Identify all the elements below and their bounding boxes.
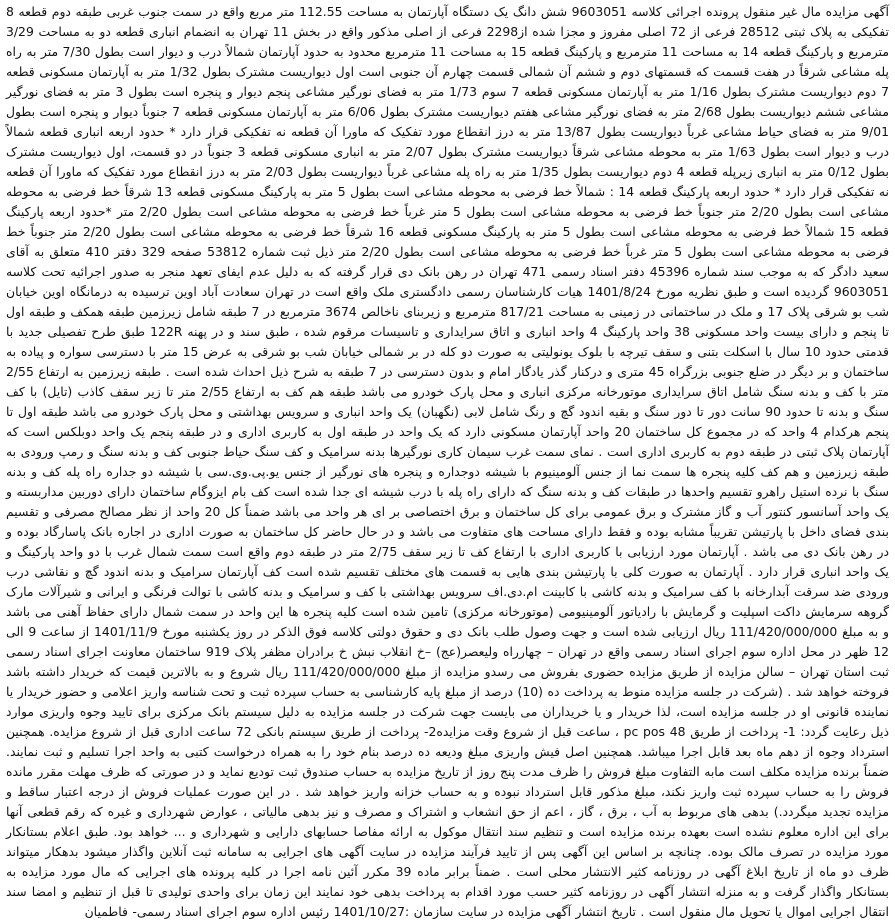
- auction-notice-text: آگهی مزایده مال غیر منقول پرونده اجرائی کلاسه 9603051 شش دانگ یک دستگاه آپارتمان به مساحت 112.55 متر مربع واقع در سمت جنوب غربی طبقه دوم قطعه 8 تفکیکی به پلاک ثبتی 28512 فرعی از 72 اصلی مفروز و مجزا شده از2298 فرعی از اصلی مذکور واقع در بخش 11 تهران به انضمام انباری قطعه دو به مساحت 3/29 مترمربع و پارکینگ قطعه 14 به مساحت 11 مترمربع و پارکینگ قطعه 15 به مساحت 11 مترمربع محدود به حدود آپارتمان شمالاً درب و دیوار است بطول 7/30 متر به راه پله مشاعی شرقاً در هفت قسمت که قسمتهای دوم و ششم آن شمالی قسمت چهارم آن جنوبی است اول دیواریست مشترک بطول 1/32 متر به آپارتمان مسکونی قطعه 7 دوم دیواریست مشترک بطول 1/16 متر به آپارتمان مسکونی قطعه 7 سوم 1/73 متر به فضای نورگیر مشاعی پنجم دیوار و پنجره است بطول 3 متر به فضای نورگیر مشاعی ششم دیواریست بطول 2/68 متر به فضای نورگیر مشاعی هفتم دیواریست مشترک بطول 6/06 متر به آپارتمان مسکونی قطعه 7 جنوباً دیوار و پنجره است بطول 9/01 متر به فضای حیاط مشاعی غرباً دیواریست بطول 13/87 متر به درز انقطاع مورد تفکیک که ماورا آن قطعه نه تفکیکی قرار دارد * حدود اربعه انباری قطعه شمالاً درب و دیوار است بطول 1/63 متر به محوطه مشاعی شرقاً دیواریست مشترک بطول 2/07 متر به انباری مسکونی قطعه 3 جنوباً در دو قسمت، اول دیواریست مشترک بطول 0/12 متر به انباری زیرپله قطعه 4 دوم دیواریست بطول 1/35 متر به راه پله مشاعی غرباً دیواریست بطول 2/03 متر به درز انقطاع مورد تفکیک که ماورا آن قطعه نه تفکیکی قرار دارد * حدود اربعه پارکینگ قطعه 14 : شمالاً خط فرضی به محوطه مشاعی است بطول 5 متر به پارکینگ مسکونی قطعه 13 شرقاً خط فرضی به محوطه مشاعی است بطول 2/20 متر جنوباً خط فرضی به محوطه مشاعی است بطول 5 متر غرباً خط فرضی به محوطه مشاعی است بطول 2/20 متر *حدود اربعه پارکینگ قطعه 15 شمالاً خط فرضی به محوطه مشاعی است بطول 5 متر به پارکینگ مسکونی قطعه 16 شرقاً خط فرضی به محوطه مشاعی است بطول 2/20 متر جنوباً خط فرضی به محوطه مشاعی است بطول 5 متر غرباً خط فرضی به محوطه مشاعی است بطول 2/20 متر ذیل ثبت شماره 53812 صفحه 329 دفتر 410 متعلق به آقای سعید دادگر که به موجب سند شماره 45396 دفتر اسناد رسمی 471 تهران در رهن بانک دی قرار گرفته که به دلیل عدم ایفای تعهد منجر به صدور اجرائیه تحت کلاسه 9603051 گردیده است و طبق نظریه مورخ 1401/8/24 هیات کارشناسان رسمی دادگستری ملک واقع است در تهران سعادت آباد اوین ترسیده به درمانگاه اوین خیابان شب بو شرقی پلاک 17 و ملک در ساختمانی در زمینی به مساحت 817/21 مترمربع و زیربنای ناخالص 3674 مترمربع در 7 طبقه شامل زیرزمین طبقه همکف و طبقه اول تا پنجم و دارای بیست واحد مسکونی 38 واحد پارکینگ 4 واحد انباری و اتاق سرایداری و تاسیسات مرقوم شده ، طبق سند و در پهنه 122R طبق طرح تفصیلی جدید با قدمتی حدود 10 سال با اسکلت بتنی و سقف تیرچه با بلوک یونولیتی به صورت دو کله در بر شمالی خیابان شب بو شرقی به عرض 15 متر با دسترسی سواره و پیاده به ساختمان و بر دیگر در ضلع جنوبی بزرگراه 45 متری و درکنار گذر یادگار امام و بدون دسترسی در 7 طبقه به شرح ذیل احداث شده است . طبقه زیرزمین به ارتفاع 2/55 متر با کف و بدنه سنگ شامل اتاق سرایداری موتورخانه مرکزی انباری و محل پارک خودرو می باشد طبقه هم کف به ارتفاع 2/55 متر تا زیر سقف کاذب (تایل) با کف سنگ و بدنه تا حدود 90 سانت دور تا دور سنگ و بقیه اندود گچ و رنگ شامل لابی (نگهبان) یک واحد انباری و سرویس بهداشتی و محل پارک خودرو می باشد طبقه اول تا پنجم هرکدام 4 واحد که در مجموع کل ساختمان 20 واحد آپارتمان مسکونی دارد که یک واحد در طبقه اول به کاربری اداری و در طبقه پنجم یک واحد دوبلکس است که آپارتمان پلاک ثبتی در طبقه دوم به کاربری اداری است . نمای سمت غرب سیمان کاری نورگیرها بدنه سرامیک و کف سنگ حیاط جنوبی کف و بدنه سنگ و رمپ ورودی به طبقه زیرزمین و هم کف کلیه پنجره ها سمت نما از جنس آلومینیوم با شیشه دوجداره و پنجره های نورگیر از جنس یو.پی.وی.سی با شیشه دو جداره راه پله کف و بدنه سنگ با نرده استیل راهرو تقسیم واحدها در طبقات کف و بدنه سنگ که دارای راه پله با درب شیشه ای جدا شده است کف بام ایزوگام ساختمان دارای دوربین مداربسته و یک واحد آسانسور کنتور آب و گاز مشترک و برق عمومی برای کل ساختمان و برق اختصاصی بر ای هر واحد می باشد ضمناً کل 20 واحد از نظر مصالح مصرفی و تقسیم بندی فضای داخل با پارتیشن تقریباً مشابه بوده و فقط دارای مساحت های متفاوت می باشد و در حال حاضر کل ساختمان به صورت اداری در اجاره بانک پاسارگاد بوده و در رهن بانک دی می باشد . آپارتمان مورد ارزیابی با کاربری اداری با ارتفاع کف تا زیر سقف 2/75 متر در طبقه دوم واقع است سمت شمال غرب با دو واحد پارکینگ و یک واحد انباری قرار دارد . آپارتمان به صورت کلی با پارتیشن بندی هایی به قسمت های مختلف تقسیم شده است کف آپارتمان سرامیک و بدنه اندود گچ و نقاشی درب ورودی ضد سرقت آبدارخانه با کف سرامیک و بدنه کاشی با کابینت ام.دی.اف سرویس بهداشتی با کف و سرامیک و بدنه کاشی با توالت فرنگی و ایرانی و شیرآلات مارک گروهه سرمایش داکت اسپلیت و گرمایش با رادیاتور آلومینیومی (موتورخانه مرکزی) تامین شده است کلیه پنجره ها این واحد در سمت شمال دارای حفاظ آهنی می باشد و به مبلغ 111/420/000/000 ریال ارزیابی شده است و جهت وصول طلب بانک دی و حقوق دولتی کلاسه فوق الذکر در روز یکشنبه مورخ 1401/11/9 از ساعت 9 الی 12 ظهر در محل اداره سوم اجرای اسناد رسمی واقع در تهران – چهارراه ولیعصر(عج) –خ انقلاب نبش خ برادران مظفر پلاک 919 ساختمان معاونت اجرای اسناد رسمی ثبت استان تهران – سالن مزایده از طریق مزایده حضوری بفروش می رسدو مزایده از مبلغ 111/420/000/000 ریال شروع و به بالاترین قیمت که خریدار داشته باشد فروخته خواهد شد . (شرکت در جلسه مزایده منوط به پرداخت ده (10) درصد از مبلغ پایه کارشناسی به حساب سپرده ثبت و تحت شناسه واریز اعلامی و حضور خریدار یا نماینده قانونی او در جلسه مزایده است، لذا خریدار و یا خریداران می بایست جهت شرکت در جلسه مزایده به دلیل سیستم بانک مرکزی برای تایید وجوه واریزی موارد ذیل رعایت گردد: 1- پرداخت از طریق 48 pc pos ، ساعت قبل از شروع وقت مزایده2- پرداخت از طریق سیستم بانکی 72 ساعت اداری قبل از شروع مزایده. همچنین استرداد وجوه از دهم ماه بعد قابل اجرا میباشد. همچنین اصل فیش واریزی مبلغ ودیعه ده درصد بنام خود را به همراه درخواست کتبی به واحد اجرا تسلیم و ثبت نمایند. ضمناً برنده مزایده مکلف است مابه التفاوت مبلغ فروش را ظرف مدت پنج روز از تاریخ مزایده به حساب صندوق ثبت تودیع نماید و در صورتی که ظرف مهلت مقرر مانده فروش را به حساب سپرده ثبت واریز نکند، مبلغ مذکور قابل استرداد نبوده و به حساب خزانه واریز خواهد شد . در این صورت عملیات فروش از درجه اعتبار ساقط و مزایده تجدید میگردد.) بدهی های مربوط به آب ، برق ، گاز ، اعم از حق انشعاب و اشتراک و مصرف و نیز بدهی مالیاتی ، عوارض شهرداری و غیره که رقم قطعی آنها برای این اداره معلوم نشده است بعهده برنده مزایده است و تنظیم سند انتقال موکول به ارائه مفاصا حسابهای دارایی و شهرداری و ... خواهد بود. طبق اعلام بستانکار مورد مزایده در تصرف مالک بوده. چنانچه بر اساس این آگهی پس از تایید فرآیند مزایده در سایت آگهی های اجرایی به سامانه ثبت آنلاین واگذار میشود بدهکار میتواند ظرف دو ماه از تاریخ ابلاغ آگهی در روزنامه کثیر الانتشار محلی است . ضمناً برابر ماده 39 مکرر آئین نامه اجرا در کلیه پرونده های اجرایی که مال مورد مزایده به بستانکار واگذار گرفت و به منزله انتشار آگهی در روزنامه کثیر حسب مورد اقدام به پرداخت بدهی خود نمایند این زمان برای واحدی تولیدی تا قبل از تنظیم و امضا سند انتقال اجرایی اموال یا تحویل مال منقول است . تاریخ انتشار آگهی مزایده در سایت سازمان :1401/10/27 رئیس اداره سوم اجرای اسناد رسمی- فاطمیان: [6, 4, 890, 919]
